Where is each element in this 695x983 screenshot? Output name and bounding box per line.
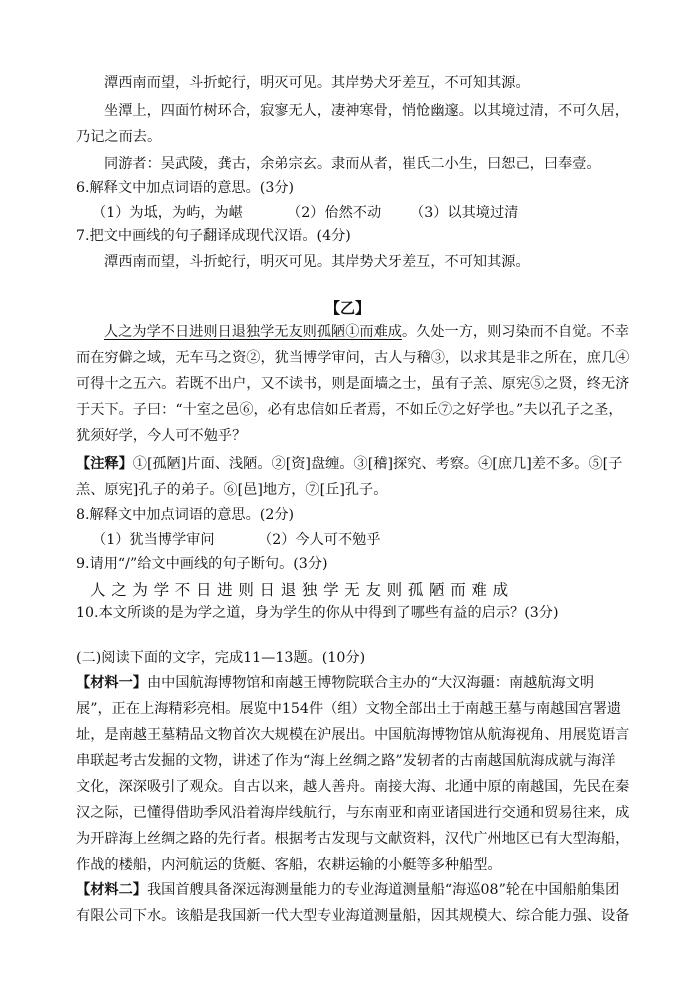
jia-paragraph-2-line-1: 坐潭上，四面竹树环合，寂寥无人，凄神寒骨，悄怆幽邃。以其境过清，不可久居， <box>104 103 629 119</box>
material-1-line-4: 串联起考古发掘的文物，讲述了作为“海上丝绸之路”发轫者的古南越国航海成就与海洋 <box>76 753 616 769</box>
question-9-stem: 9.请用“/”给文中画线的句子断句。(3分) <box>76 556 328 572</box>
jia-paragraph-2-line-2: 乃记之而去。 <box>76 129 162 145</box>
question-9-char: 独 <box>301 581 318 599</box>
question-6-item-1: （1）为坻，为屿，为嵁 <box>92 205 243 221</box>
question-9-characters <box>90 580 514 600</box>
yi-line-3: 可得十之五六。若既不出户，又不读书，则是面墙之士，虽有子羔、原宪⑤之贤，终无济 <box>76 376 630 392</box>
question-9-char: 日 <box>195 581 212 599</box>
question-9-char: 日 <box>259 581 276 599</box>
question-9-char: 而 <box>450 581 466 599</box>
material-1-line-3: 址，是南越王墓精品文物首次大规模在沪展出。中国航海博物馆从航海视角、用展览语言 <box>76 727 630 743</box>
question-8-stem: 8.解释文中加点词语的意思。(2分) <box>76 507 295 523</box>
question-7-stem: 7.把文中画线的句子翻译成现代汉语。(4分) <box>76 228 351 244</box>
material-1-line-8: 作战的楼船，内河航运的货艇、客船，农耕运输的小艇等多种船型。 <box>76 857 502 873</box>
question-9-char: 之 <box>111 581 127 599</box>
question-9-char: 学 <box>323 581 339 599</box>
jia-paragraph-3: 同游者：吴武陵，龚古，余弟宗玄。隶而从者，崔氏二小生，曰恕己，曰奉壹。 <box>104 156 601 172</box>
yi-line-4: 于天下。子曰：“十室之邑⑥，必有忠信如丘者焉，不如丘⑦之好学也。”夫以孔子之圣， <box>76 402 623 418</box>
question-9-char: 进 <box>217 581 233 599</box>
question-8-item-2: （2）今人可不勉乎 <box>258 532 381 548</box>
yi-notes-line-1 <box>76 454 622 474</box>
yi-line-5: 犹须好学，今人可不勉乎？ <box>76 428 247 444</box>
material-2-line-1 <box>76 880 619 900</box>
question-9-char: 人 <box>90 581 106 599</box>
question-7-sentence: 潭西南而望，斗折蛇行，明灭可见。其岸势犬牙差互，不可知其源。 <box>104 254 530 270</box>
question-8-item-1: （1）犹当博学审问 <box>92 532 215 548</box>
notes-label: 【注释】 <box>76 456 133 472</box>
material-1-line-2: 展”，正在上海精彩亮相。展览中154件（组）文物全部出土于南越王墓与南越国宫署遗 <box>76 701 622 717</box>
question-6-item-3: （3）以其境过清 <box>410 205 519 221</box>
question-9-char: 无 <box>344 581 360 599</box>
question-9-char: 孤 <box>407 581 424 599</box>
yi-notes-line-2: 羔、原宪]孔子的弟子。⑥[邑]地方，⑦[丘]孔子。 <box>76 482 388 498</box>
material-2-label: 【材料二】 <box>76 882 147 898</box>
question-9-char: 则 <box>386 581 403 599</box>
question-9-char: 难 <box>471 581 487 599</box>
section-2-heading: (二)阅读下面的文字，完成11—13题。(10分) <box>76 650 366 666</box>
question-9-char: 为 <box>132 581 148 599</box>
yi-underlined-sentence: 人之为学不日进则日退独学无友则孤陋①而难成 <box>104 324 402 340</box>
material-1-line-6: 汉之际，已懂得借助季风沿着海岸线航行，与东南亚和南亚诸国进行交通和贸易往来，成 <box>76 805 630 821</box>
jia-paragraph-1: 潭西南而望，斗折蛇行，明灭可见。其岸势犬牙差互，不可知其源。 <box>104 75 530 91</box>
material-2-line-2: 有限公司下水。该船是我国新一代大型专业海道测量船，因其规模大、综合能力强、设备 <box>76 908 630 924</box>
question-6-stem: 6.解释文中加点词语的意思。(3分) <box>76 180 295 196</box>
yi-line-2: 而在穷僻之域，无车马之资②，犹当博学审问，古人与稽③，以求其是非之所在，庶几④ <box>76 350 630 366</box>
material-1-line-7: 为开辟海上丝绸之路的先行者。根据考古发现与文献资料，汉代广州地区已有大型海船， <box>76 831 630 847</box>
section-yi-title: 【乙】 <box>324 299 370 317</box>
question-9-char: 则 <box>238 581 254 599</box>
question-9-char: 陋 <box>429 581 445 599</box>
question-10-stem: 10.本文所谈的是为学之道，身为学生的你从中得到了哪些有益的启示？(3分) <box>76 605 559 621</box>
notes-text-1: ①[孤陋]片面、浅陋。②[资]盘缠。③[稽]探究、考察。④[庶几]差不多。⑤[子 <box>132 456 623 472</box>
material-1-text-1: 由中国航海博物馆和南越王博物院联合主办的“大汉海疆：南越航海文明 <box>146 675 595 691</box>
question-9-char: 学 <box>153 581 170 599</box>
material-2-text-1: 我国首艘具备深远海测量能力的专业海道测量船“海巡08”轮在中国船舶集团 <box>146 882 620 898</box>
material-1-label: 【材料一】 <box>76 675 147 691</box>
question-9-char: 不 <box>174 581 191 599</box>
question-9-char: 友 <box>365 581 381 599</box>
question-9-char: 成 <box>492 581 509 599</box>
question-9-char: 退 <box>280 581 297 599</box>
material-1-line-1 <box>76 673 594 693</box>
yi-line-1-rest: 。久处一方，则习染而不自觉。不幸 <box>401 324 629 340</box>
question-6-item-2: （2）佁然不动 <box>287 205 382 221</box>
material-1-line-5: 文化，深深吸引了观众。自古以来，越人善舟。南接大海、北通中原的南越国，先民在秦 <box>76 779 630 795</box>
yi-line-1 <box>104 322 629 342</box>
